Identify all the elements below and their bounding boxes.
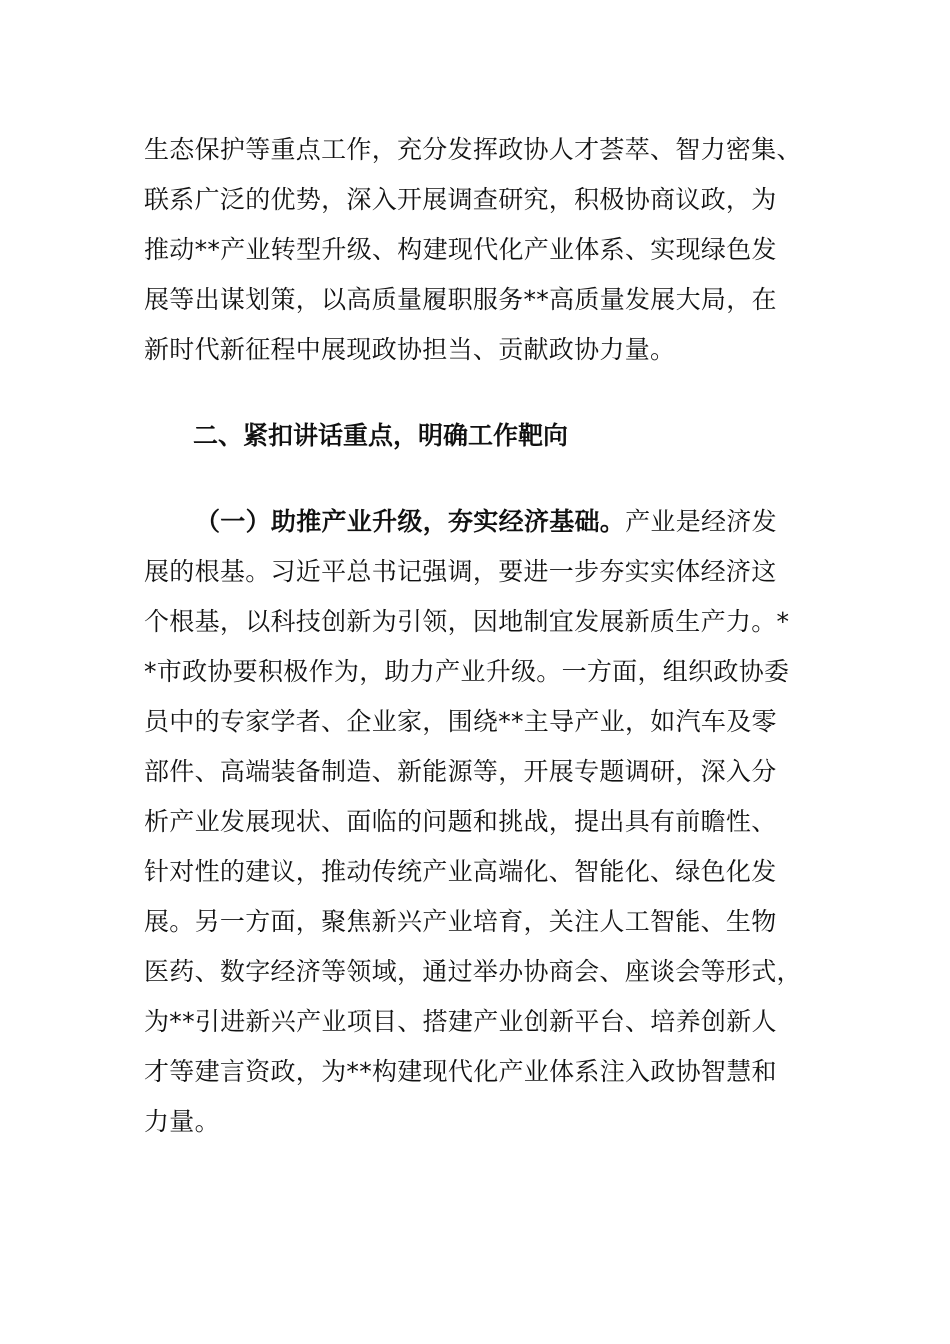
paragraph-line: 析产业发展现状、面临的问题和挑战，提出具有前瞻性、 (144, 807, 777, 836)
paragraph-line: 新时代新征程中展现政协担当、贡献政协力量。 (144, 335, 676, 364)
paragraph-line: 展。另一方面，聚焦新兴产业培育，关注人工智能、生物 (144, 907, 777, 936)
paragraph-line: 医药、数字经济等领域，通过举办协商会、座谈会等形式， (144, 957, 802, 986)
paragraph-first-line (195, 506, 777, 538)
paragraph-line: 才等建言资政，为**构建现代化产业体系注入政协智慧和 (144, 1057, 777, 1086)
paragraph-text: 产业是经济发 (625, 507, 777, 536)
paragraph-line: 力量。 (144, 1107, 220, 1136)
paragraph-line: 联系广泛的优势，深入开展调查研究，积极协商议政，为 (144, 185, 777, 214)
paragraph-line: 生态保护等重点工作，充分发挥政协人才荟萃、智力密集、 (144, 135, 802, 164)
paragraph-line: *市政协要积极作为，助力产业升级。一方面，组织政协委 (144, 657, 790, 686)
section-heading: 二、紧扣讲话重点，明确工作靶向 (193, 421, 569, 450)
paragraph-line: 部件、高端装备制造、新能源等，开展专题调研，深入分 (144, 757, 777, 786)
paragraph-line: 针对性的建议，推动传统产业高端化、智能化、绿色化发 (144, 857, 777, 886)
paragraph-line: 个根基，以科技创新为引领，因地制宜发展新质生产力。* (144, 607, 790, 636)
paragraph-line: 展的根基。习近平总书记强调，要进一步夯实实体经济这 (144, 557, 777, 586)
paragraph-line: 为**引进新兴产业项目、搭建产业创新平台、培养创新人 (144, 1007, 777, 1036)
paragraph-line: 员中的专家学者、企业家，围绕**主导产业，如汽车及零 (144, 707, 777, 736)
subsection-title: （一）助推产业升级，夯实经济基础。 (195, 507, 626, 536)
paragraph-line: 推动**产业转型升级、构建现代化产业体系、实现绿色发 (144, 235, 777, 264)
paragraph-line: 展等出谋划策，以高质量履职服务**高质量发展大局，在 (144, 285, 777, 314)
